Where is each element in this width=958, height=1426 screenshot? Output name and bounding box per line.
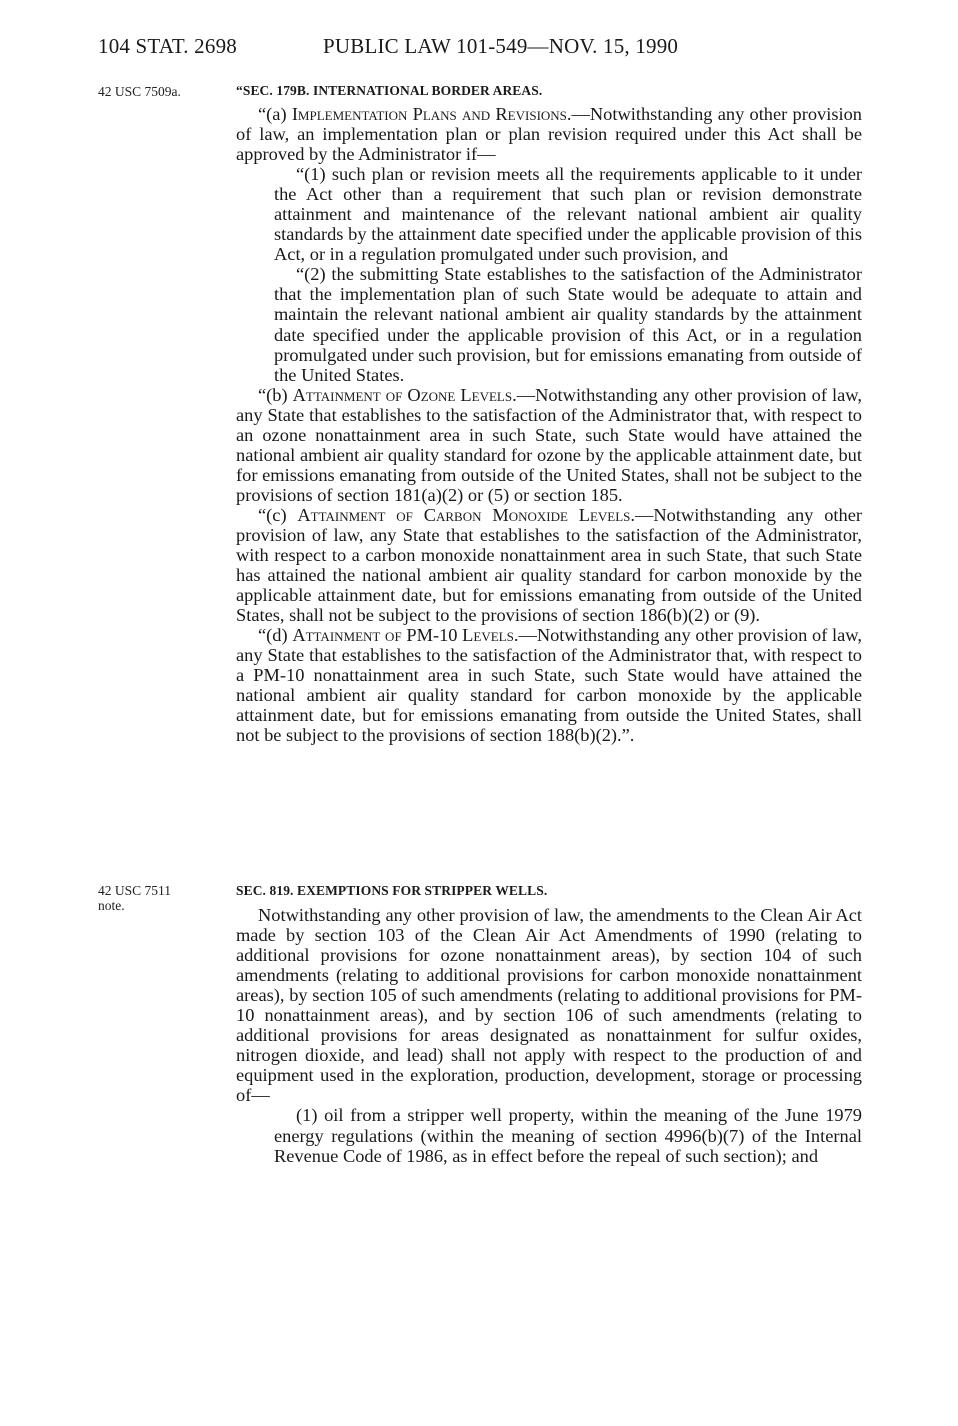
subsection-d: “(d) Attainment of PM-10 Levels.—Notwithstanding any other provision of law, any State that establishes to the satisfaction of the Administrator that, with respect to a PM-10 nonattainment area in such State, such State would have attained the national ambient air quality standard for carbon monoxide by the applicable attainment date, but for emissions emanating from outside the United States, shall not be subject to the provisions of section 188(b)(2).”. — [236, 625, 862, 746]
margin-note-usc-7511: 42 USC 7511 note. — [98, 883, 172, 913]
margin-note-usc-7509a: 42 USC 7509a. — [98, 84, 181, 99]
subsection-c: “(c) Attainment of Carbon Monoxide Levels.—Notwithstanding any other provision of law, any State that establishes to the satisfaction of the Administrator, with respect to a carbon monoxide nonattainment area in such State, that such State has attained the national ambient air quality standard for carbon monoxide by the applicable attainment date, but for emissions emanating from outside of the United States, shall not be subject to the provisions of section 186(b)(2) or (9). — [236, 504, 862, 626]
paragraph-a2: “(2) the submitting State establishes to the satisfaction of the Administrator that the implementation plan of such State would be adequate to attain and maintain the relevant national ambient air quality standards by the attainment date specified under the applicable provision of this Act, or in a regulation promulgated under such provision, but for emissions emanating from outside of the United States. — [274, 264, 862, 385]
statute-page-number: 104 STAT. 2698 — [98, 34, 237, 58]
subsection-a-title: Implementation Plans and Revisions. — [291, 104, 572, 124]
subsection-a: “(a) Implementation Plans and Revisions.—Notwithstanding any other provision of law, an implementation plan or plan revision required under this Act shall be approved by the Administrator if— — [236, 104, 862, 165]
section-819-heading: SEC. 819. EXEMPTIONS FOR STRIPPER WELLS. — [236, 883, 548, 898]
paragraph-a1: “(1) such plan or revision meets all the requirements applicable to it under the Act other than a requirement that such plan or revision demonstrate attainment and maintenance of the relevant national ambient air quality standards by the attainment date specified under the applicable provision of this Act, or in a regulation promulgated under such provision, and — [274, 164, 862, 265]
page-header — [98, 34, 679, 59]
subsection-d-title: Attainment of PM-10 Levels. — [292, 625, 519, 646]
subsection-b-title: Attainment of Ozone Levels. — [292, 384, 517, 405]
section-819-text: Notwithstanding any other provision of law, the amendments to the Clean Air Act made by section 103 of the Clean Air Act Amendments of 1990 (relating to additional provisions for ozone nonattainment areas), by section 104 of such amendments (relating to additional provisions for carbon monoxide nonattainment areas), by section 105 of such amendments (relating to additional provisions for PM-10 nonattainment areas), and by section 106 of such amendments (relating to additional provisions for areas designated as nonattainment for sulfur oxides, nitrogen dioxide, and lead) shall not apply with respect to the production of and equipment used in the exploration, production, development, storage or processing of— — [236, 905, 862, 1106]
section-819-body — [236, 905, 862, 1166]
section-179b-body — [236, 104, 862, 746]
section-819-item-1: (1) oil from a stripper well property, within the meaning of the June 1979 energy regulations (within the meaning of section 4996(b)(7) of the Internal Revenue Code of 1986, as in effect before the repeal of such section); and — [274, 1105, 862, 1166]
section-179b-heading: “SEC. 179B. INTERNATIONAL BORDER AREAS. — [236, 83, 543, 98]
public-law-citation: PUBLIC LAW 101-549—NOV. 15, 1990 — [323, 34, 679, 58]
subsection-b: “(b) Attainment of Ozone Levels.—Notwithstanding any other provision of law, any State that establishes to the satisfaction of the Administrator that, with respect to an ozone nonattainment area in such State, such State would have attained the national ambient air quality standard for ozone by the applicable attainment date, but for emissions emanating from outside of the United States, shall not be subject to the provisions of section 181(a)(2) or (5) or section 185. — [236, 384, 862, 505]
subsection-c-title: Attainment of Carbon Monoxide Levels. — [297, 504, 635, 525]
